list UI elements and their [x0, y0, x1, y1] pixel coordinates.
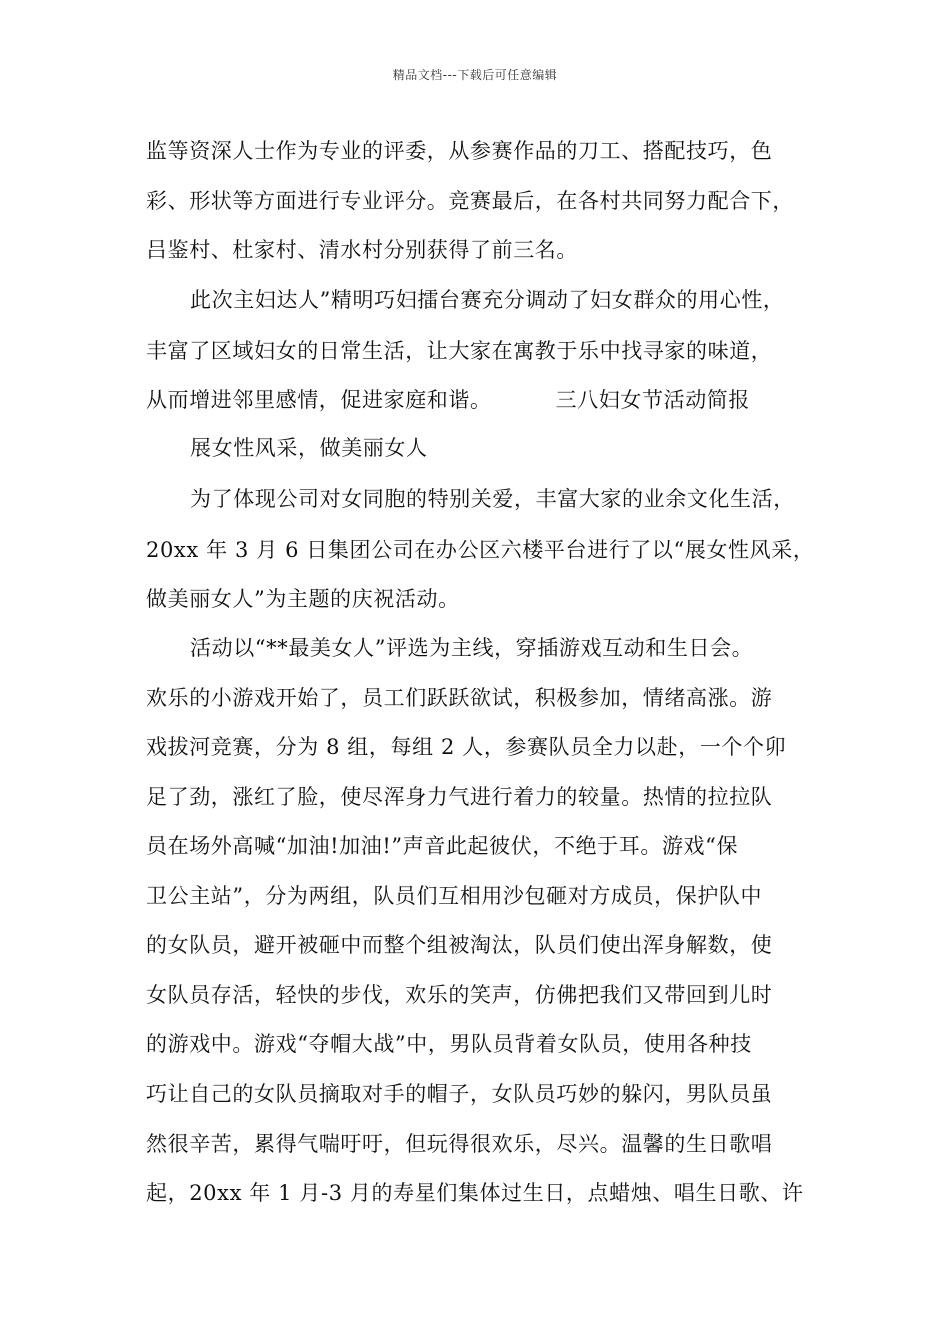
text-line: 的女队员，避开被砸中而整个组被淘汰，队员们使出浑身解数，使	[146, 933, 773, 957]
paragraph-start-line: 为了体现公司对女同胞的特别关爱，丰富大家的业余文化生活，	[190, 487, 795, 511]
text-line: 女队员存活，轻快的步伐，欢乐的笑声，仿佛把我们又带回到儿时	[146, 983, 773, 1007]
page-header: 精品文档---下载后可任意编辑	[392, 68, 558, 82]
text-line	[146, 390, 750, 411]
text-line: 巧让自己的女队员摘取对手的帽子，女队员巧妙的躲闪，男队员虽	[146, 1082, 773, 1106]
text-line: 欢乐的小游戏开始了，员工们跃跃欲试，积极参加，情绪高涨。游	[146, 686, 773, 710]
text-line: 的游戏中。游戏“夺帽大战”中，男队员背着女队员，使用各种技	[146, 1032, 752, 1056]
paragraph-start-line: 活动以“**最美女人”评选为主线，穿插游戏互动和生日会。	[190, 636, 754, 660]
text-segment: 从而增进邻里感情，促进家庭和谐。	[146, 388, 492, 412]
text-line: 足了劲，涨红了脸，使尽浑身力气进行着力的较量。热情的拉拉队	[146, 785, 773, 809]
text-line: 监等资深人士作为专业的评委，从参赛作品的刀工、搭配技巧，色	[146, 139, 773, 163]
report-subtitle: 展女性风采，做美丽女人	[190, 436, 428, 460]
text-line: 然很辛苦，累得气喘吁吁，但玩得很欢乐，尽兴。温馨的生日歌唱	[146, 1132, 773, 1156]
report-title: 三八妇女节活动简报	[555, 388, 751, 412]
text-line: 彩、形状等方面进行专业评分。竞赛最后，在各村共同努力配合下，	[146, 189, 794, 213]
text-line: 起，20xx 年 1 月-3 月的寿星们集体过生日，点蜡烛、唱生日歌、许	[146, 1181, 804, 1205]
text-line: 丰富了区域妇女的日常生活，让大家在寓教于乐中找寻家的味道，	[146, 339, 773, 363]
text-line: 20xx 年 3 月 6 日集团公司在办公区六楼平台进行了以“展女性风采，	[146, 538, 815, 562]
text-line: 卫公主站”，分为两组，队员们互相用沙包砸对方成员，保护队中	[146, 884, 763, 908]
text-line: 员在场外高喊“加油!加油!”声音此起彼伏，不绝于耳。游戏“保	[146, 834, 739, 858]
text-line: 戏拔河竞赛，分为 8 组，每组 2 人，参赛队员全力以赴，一个个卯	[146, 735, 787, 759]
text-line: 吕鉴村、杜家村、清水村分别获得了前三名。	[146, 238, 578, 262]
paragraph-start-line: 此次主妇达人”精明巧妇擂台赛充分调动了妇女群众的用心性，	[190, 288, 785, 312]
text-line: 做美丽女人”为主题的庆祝活动。	[146, 587, 460, 611]
